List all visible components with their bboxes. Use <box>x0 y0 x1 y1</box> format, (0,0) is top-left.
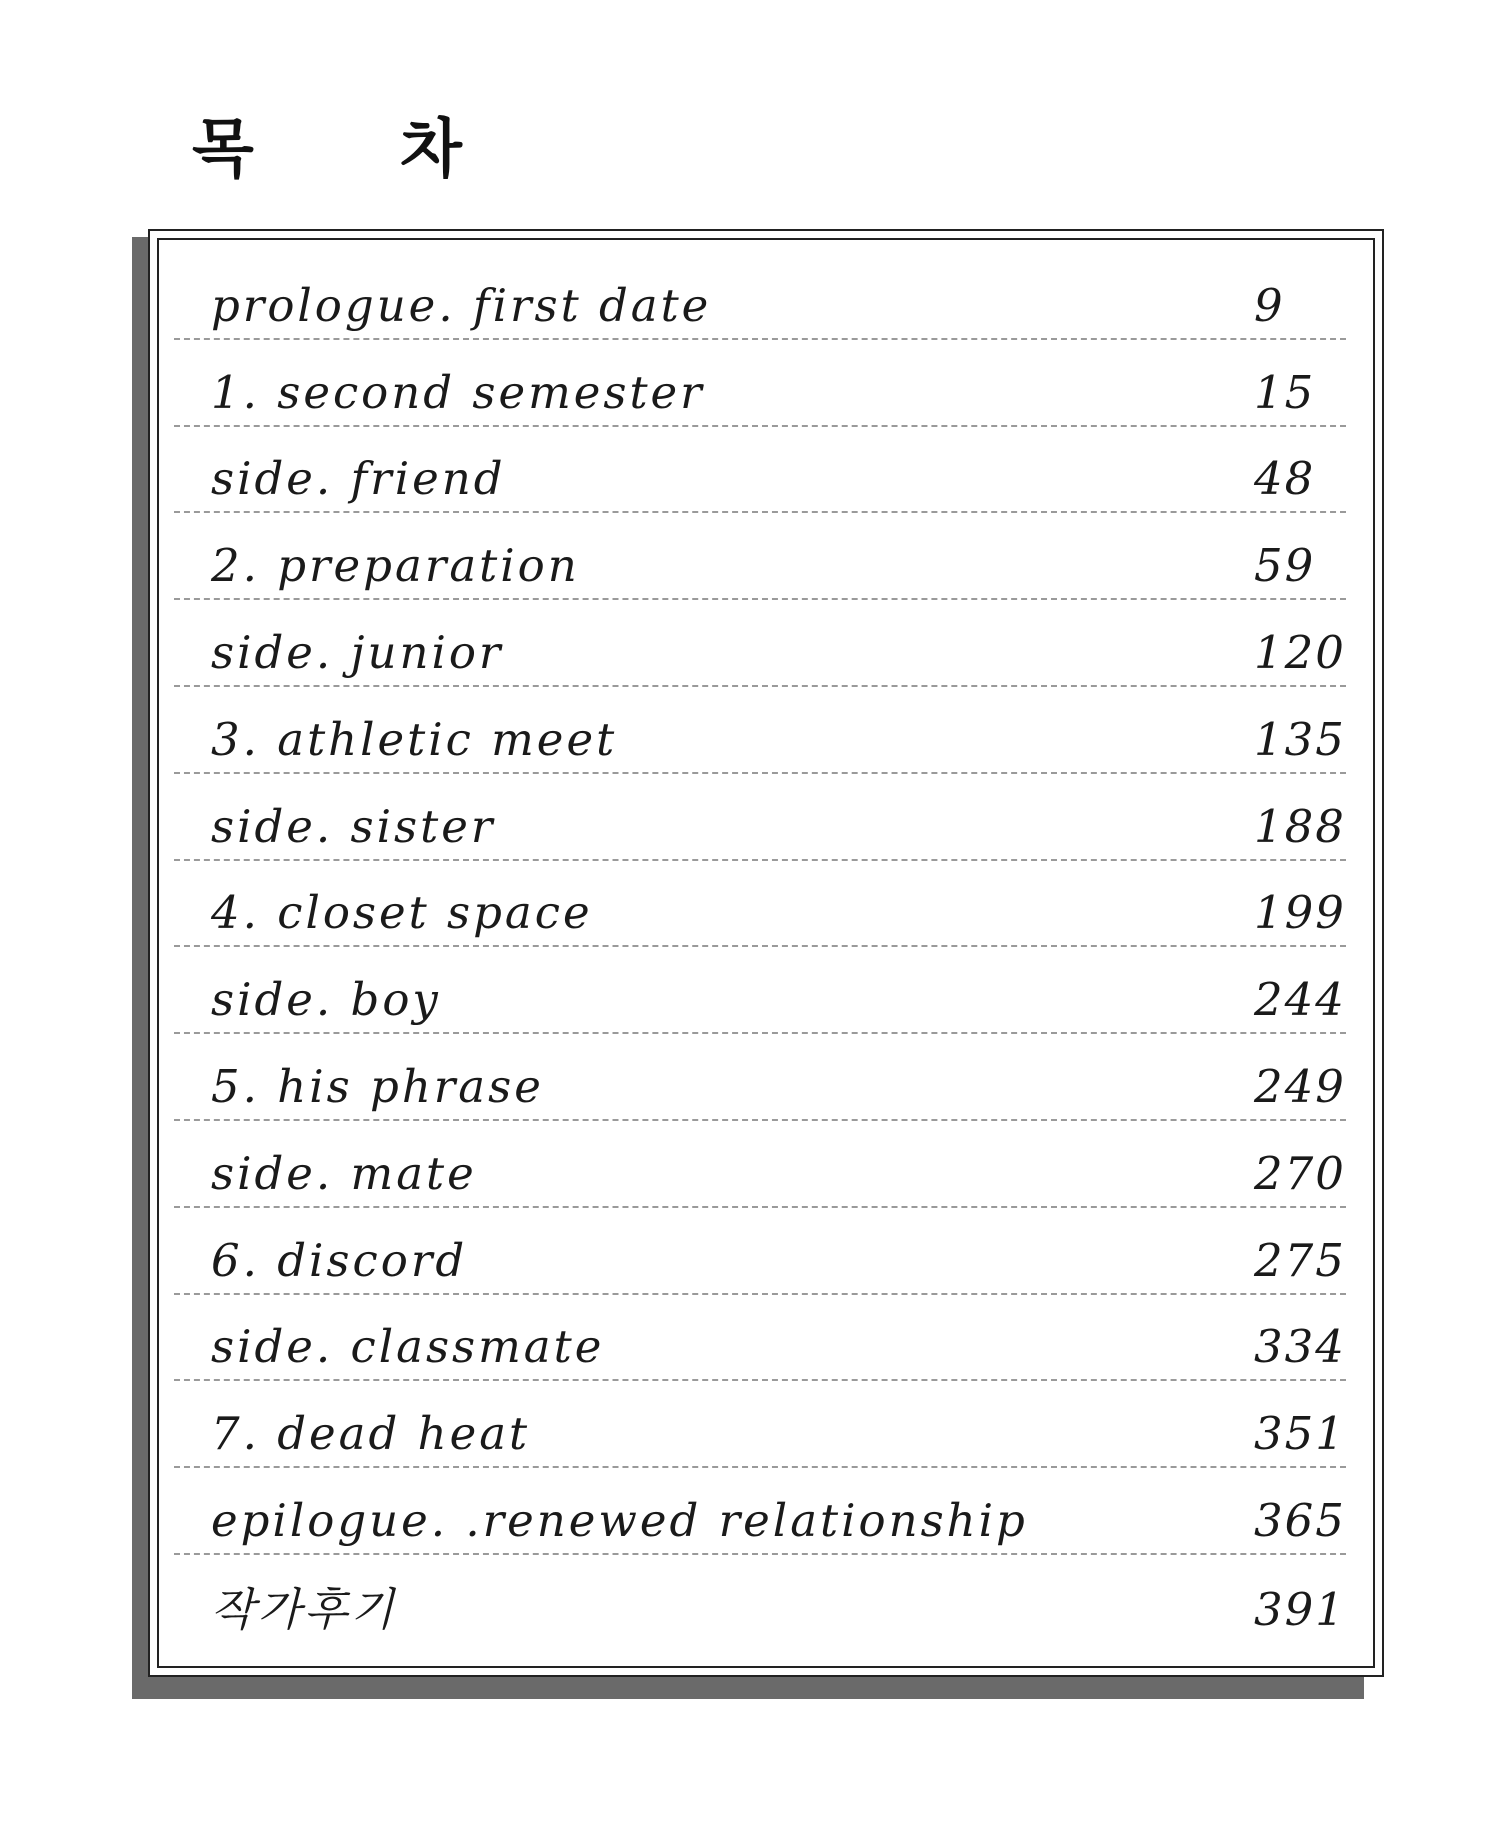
toc-entry-title: 6. discord <box>211 1233 468 1287</box>
toc-entry <box>174 861 1346 948</box>
toc-entry-title: side. junior <box>211 625 504 679</box>
table-of-contents <box>174 253 1346 1642</box>
toc-entry-title: side. sister <box>211 799 496 853</box>
toc-entry <box>174 427 1346 514</box>
toc-entry <box>174 1468 1346 1555</box>
toc-entry <box>174 687 1346 774</box>
toc-entry-title: 4. closet space <box>211 886 593 940</box>
toc-entry-page: 48 <box>1254 452 1316 506</box>
toc-entry <box>174 340 1346 427</box>
toc-entry-title: 1. second semester <box>211 365 705 419</box>
toc-entry-title: side. friend <box>211 452 506 506</box>
toc-entry-page: 15 <box>1254 365 1316 419</box>
toc-entry-title: 7. dead heat <box>211 1407 531 1461</box>
toc-entry-title: 작가후기 <box>211 1582 397 1636</box>
toc-entry-page: 391 <box>1254 1582 1346 1636</box>
toc-entry-title: 3. athletic meet <box>211 712 618 766</box>
toc-entry-title: side. mate <box>211 1146 477 1200</box>
toc-entry <box>174 774 1346 861</box>
toc-entry <box>174 1121 1346 1208</box>
toc-entry-title: side. boy <box>211 973 441 1027</box>
toc-entry <box>174 253 1346 340</box>
toc-entry-page: 275 <box>1254 1233 1346 1287</box>
toc-entry-page: 120 <box>1254 625 1346 679</box>
toc-entry <box>174 1034 1346 1121</box>
toc-entry <box>174 1381 1346 1468</box>
toc-entry-page: 188 <box>1254 799 1346 853</box>
toc-entry-title: 2. preparation <box>211 539 580 593</box>
toc-entry <box>174 1295 1346 1382</box>
toc-entry <box>174 947 1346 1034</box>
toc-entry-title: epilogue. .renewed relationship <box>211 1493 1028 1547</box>
toc-entry-title: prologue. first date <box>211 278 712 332</box>
toc-entry <box>174 1208 1346 1295</box>
toc-entry-page: 59 <box>1254 539 1316 593</box>
toc-entry-page: 244 <box>1254 973 1346 1027</box>
toc-entry-page: 9 <box>1254 278 1285 332</box>
toc-entry-page: 334 <box>1254 1320 1346 1374</box>
toc-entry <box>174 600 1346 687</box>
toc-entry-page: 199 <box>1254 886 1346 940</box>
page-title: 목 차 <box>192 113 524 187</box>
toc-entry-page: 270 <box>1254 1146 1346 1200</box>
toc-entry-title: side. classmate <box>211 1320 605 1374</box>
toc-entry-title: 5. his phrase <box>211 1059 544 1113</box>
toc-entry <box>174 1555 1346 1642</box>
toc-entry-page: 365 <box>1254 1493 1346 1547</box>
toc-entry-page: 135 <box>1254 712 1346 766</box>
toc-entry-page: 249 <box>1254 1059 1346 1113</box>
toc-entry-page: 351 <box>1254 1407 1346 1461</box>
toc-entry <box>174 513 1346 600</box>
